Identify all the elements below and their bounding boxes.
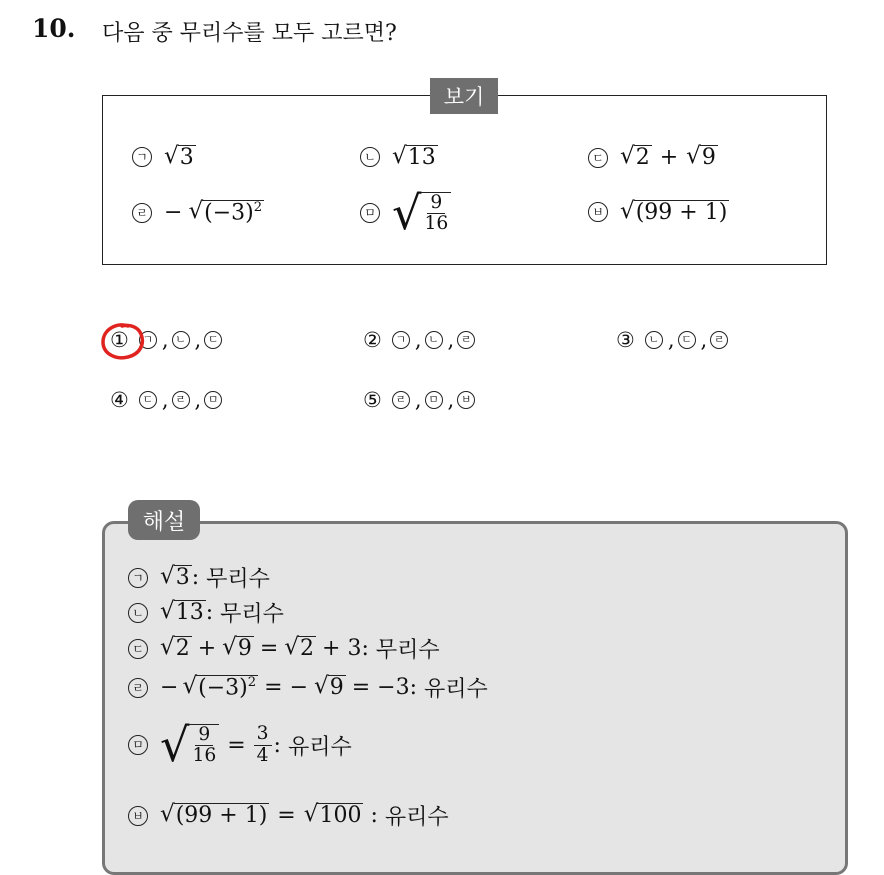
- marker-circle: ㄹ: [132, 203, 152, 223]
- solution-line-5: ㅁ √ $\frac{9}{16}$ = $\frac{3}{4}$ : 유리수: [128, 722, 352, 768]
- bogi-item-2: [360, 145, 438, 169]
- marker-circle: ㅁ: [360, 203, 380, 223]
- solution-line-2: ㄴ √ 13 : 무리수: [128, 597, 284, 628]
- bogi-item-4: ㄹ − √ $(-3)^2$: [132, 200, 264, 225]
- solution-title: 해설: [128, 500, 200, 540]
- choice-3[interactable]: ③ ㄴ , ㄷ , ㄹ: [616, 328, 732, 352]
- choice-1[interactable]: ① ㄱ , ㄴ , ㄷ: [110, 328, 226, 352]
- solution-line-6: ㅂ √ (99 + 1) = √ 100 : 유리수: [128, 800, 449, 831]
- marker-circle: ㄷ: [588, 148, 608, 168]
- selection-mark-icon: [98, 320, 148, 364]
- solution-line-4: ㄹ − √ $(-3)^2$ = − √ 9 = −3: 유리수: [128, 672, 488, 703]
- choice-5[interactable]: ⑤ ㄹ , ㅁ , ㅂ: [363, 388, 479, 412]
- sqrt-expr: √ 13: [392, 143, 436, 170]
- solution-line-1: ㄱ √ 3 : 무리수: [128, 562, 270, 593]
- choice-4[interactable]: ④ ㄷ , ㄹ , ㅁ: [110, 388, 226, 412]
- sqrt-expr: √ 3: [164, 143, 194, 170]
- bogi-item-1: [132, 145, 196, 169]
- bogi-item-6: ㅂ √ (99 + 1): [588, 200, 729, 224]
- bogi-box: [102, 95, 827, 265]
- question-number: 10.: [32, 14, 76, 43]
- choice-2[interactable]: ② ㄱ , ㄴ , ㄹ: [363, 328, 479, 352]
- bogi-title: 보기: [430, 78, 498, 114]
- bogi-item-5: ㅁ √ $\frac{9}{16}$: [360, 190, 453, 236]
- solution-line-3: ㄷ √ 2 + √ 9 = √ 2 + 3: 무리수: [128, 633, 440, 664]
- question-text: 다음 중 무리수를 모두 고르면?: [102, 21, 397, 46]
- marker-circle: ㄴ: [360, 147, 380, 167]
- marker-circle: ㅂ: [588, 202, 608, 222]
- marker-circle: ㄱ: [132, 147, 152, 167]
- fraction-9-16: $\frac{9}{16}$: [421, 192, 451, 235]
- bogi-item-3: ㄷ √ 2 + √ 9: [588, 145, 718, 170]
